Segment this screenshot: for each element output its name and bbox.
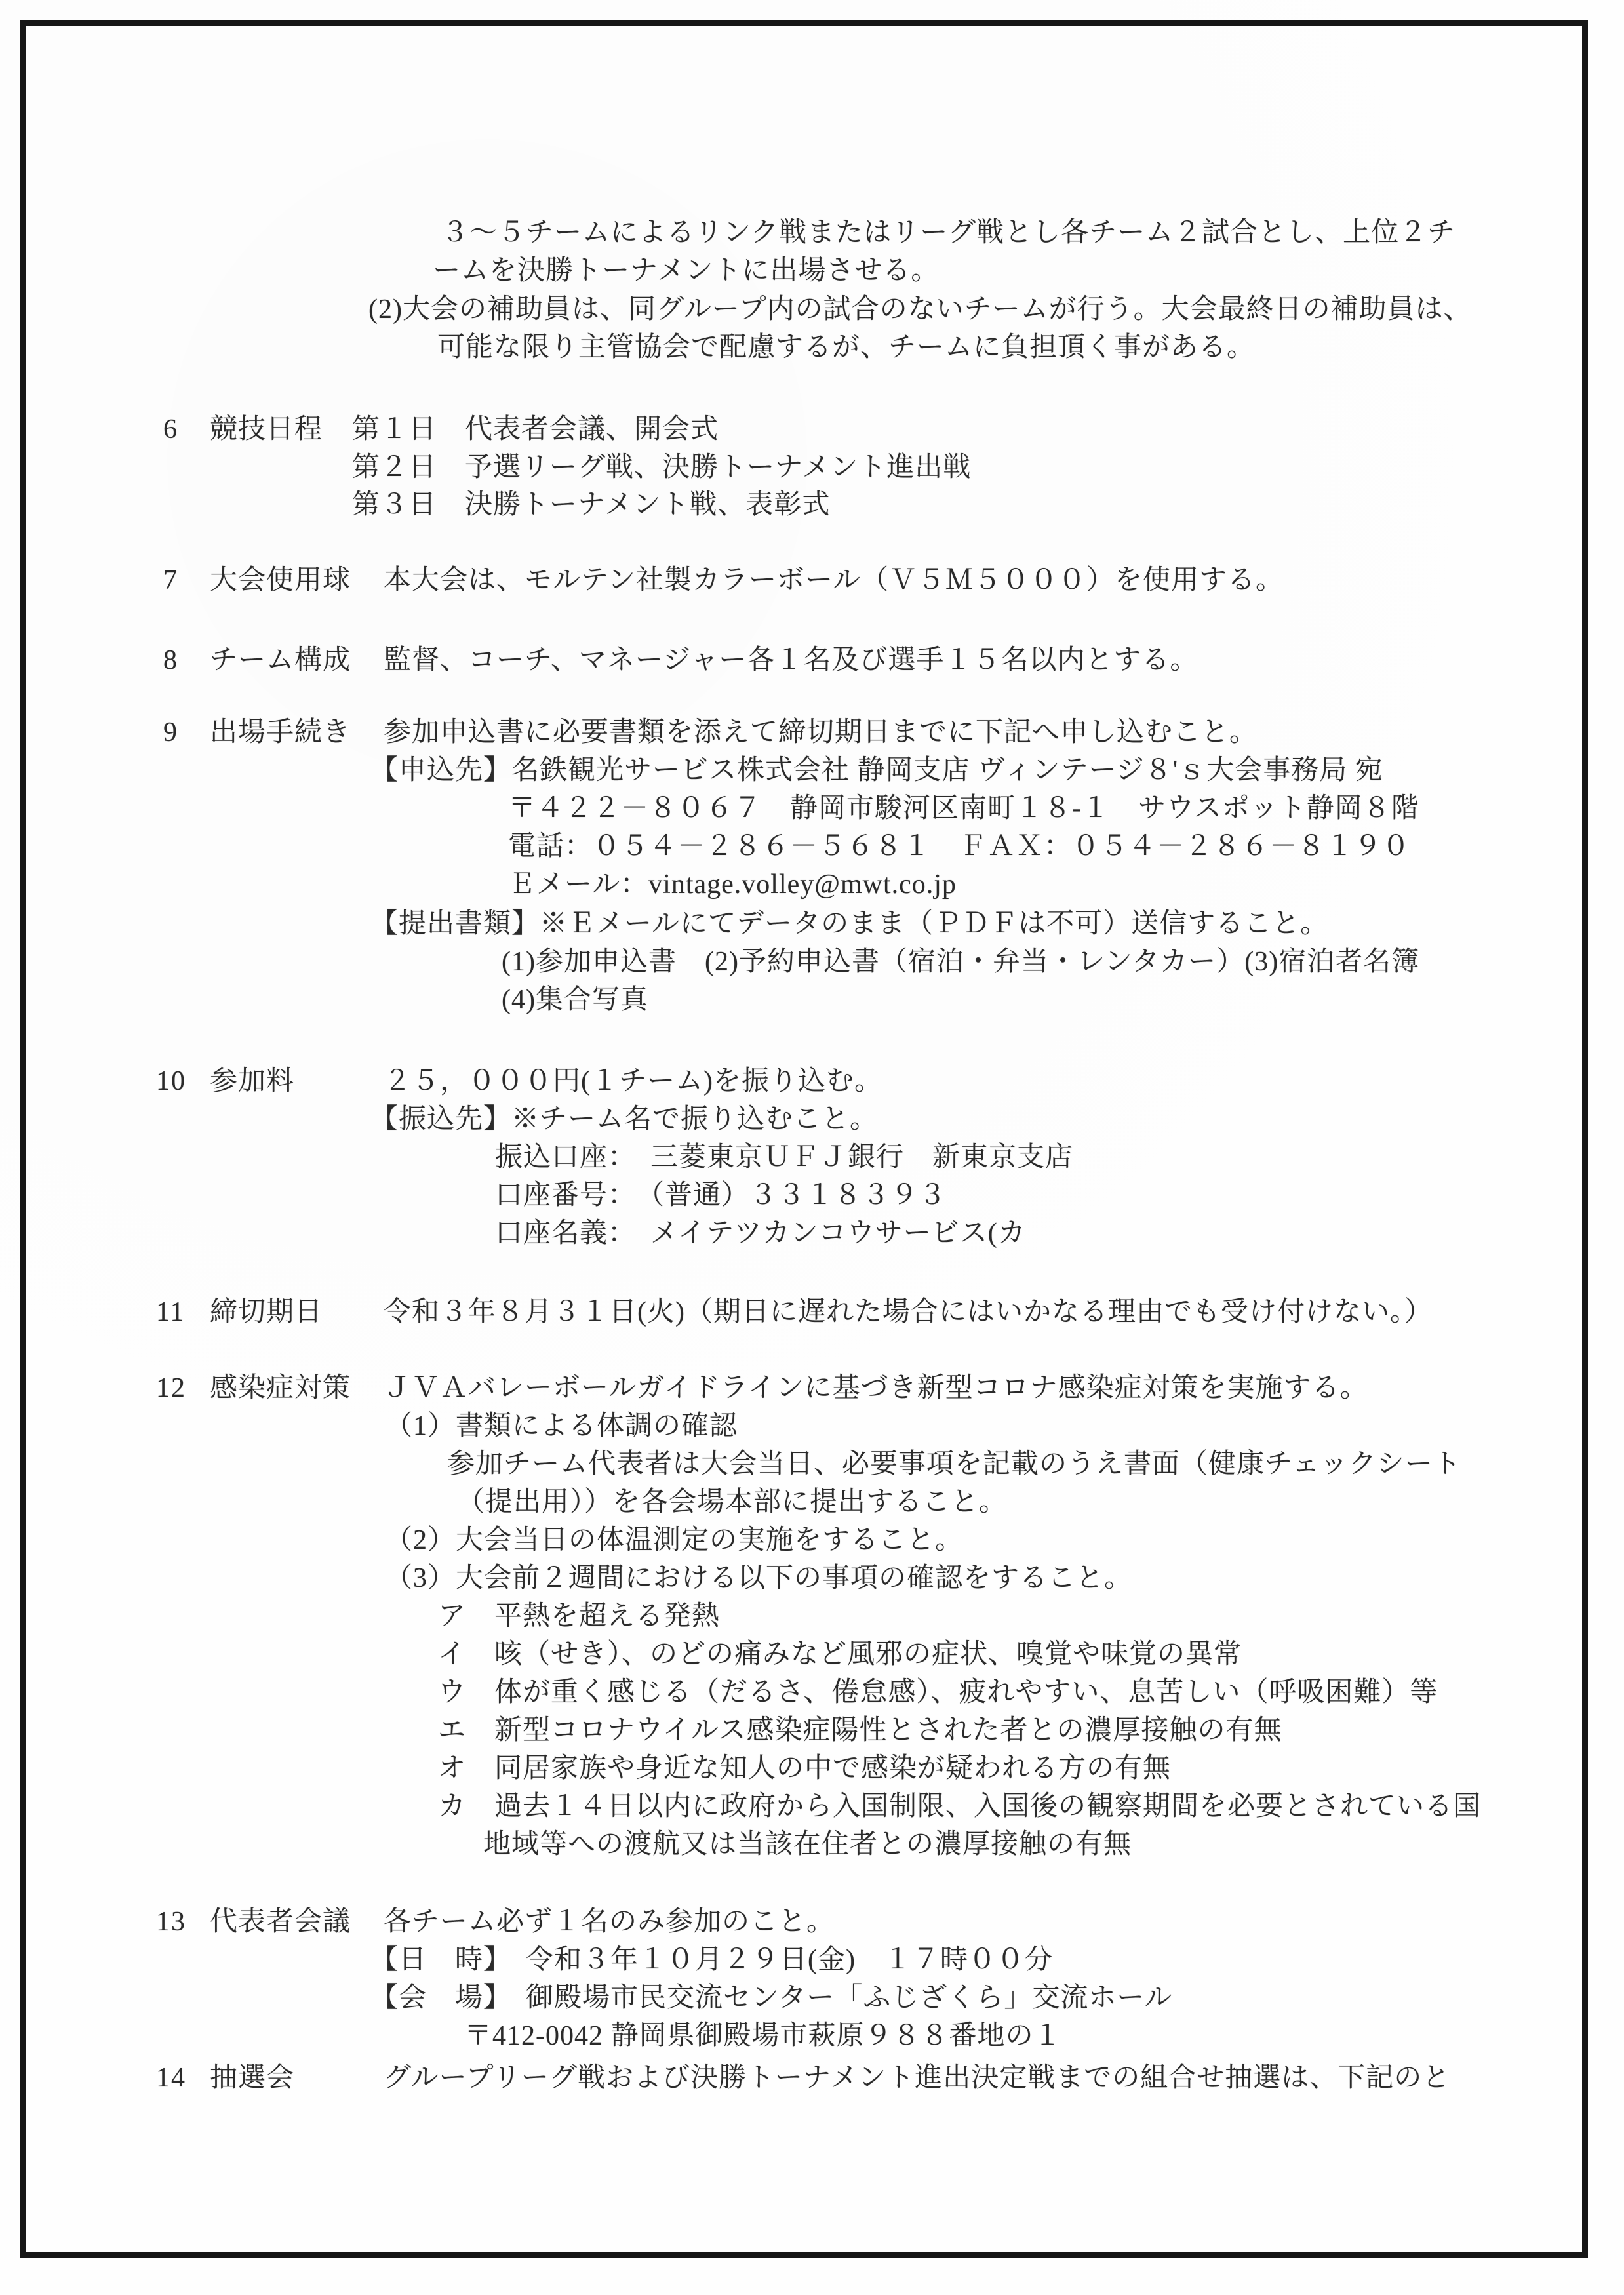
section-11-number: 11	[156, 1297, 186, 1327]
section-10-line: 振込口座： 三菱東京ＵＦＪ銀行 新東京支店	[495, 1142, 1074, 1172]
section-10-line: 口座番号： （普通）３３１８３９３	[495, 1180, 947, 1210]
section-9-line: 参加申込書に必要書類を添えて締切期日までに下記へ申し込むこと。	[384, 717, 1258, 748]
section-8-line: 監督、コーチ、マネージャー各１名及び選手１５名以内とする。	[384, 645, 1198, 675]
section-10-line: 口座名義： メイテツカンコウサービス(カ	[495, 1218, 1026, 1248]
section-11-label: 締切期日	[210, 1297, 323, 1327]
section-9-label: 出場手続き	[210, 717, 351, 748]
section-8-label: チーム構成	[210, 645, 351, 675]
section-10-line: 【振込先】※チーム名で振り込むこと。	[370, 1104, 879, 1134]
section-9-line: (4)集合写真	[502, 985, 648, 1015]
section-13-label: 代表者会議	[210, 1907, 351, 1937]
section-13-line: 【日 時】 令和３年１０月２９日(金) １７時００分	[370, 1945, 1053, 1975]
section-12-line: イ 咳（せき）、のどの痛みなど風邪の症状、嗅覚や味覚の異常	[438, 1639, 1242, 1669]
intro-line: ３～５チームによるリンク戦またはリーグ戦とし各チーム２試合とし、上位２チ	[441, 218, 1456, 248]
section-7-label: 大会使用球	[210, 565, 351, 595]
section-12-label: 感染症対策	[210, 1373, 351, 1403]
section-12-line: 参加チーム代表者は大会当日、必要事項を記載のうえ書面（健康チェックシート	[447, 1449, 1461, 1479]
section-10-number: 10	[156, 1066, 186, 1096]
section-9-line: 【申込先】名鉄観光サービス株式会社 静岡支店 ヴィンテージ８'ｓ大会事務局 宛	[370, 755, 1383, 786]
section-13-line: 【会 場】 御殿場市民交流センター「ふじざくら」交流ホール	[370, 1983, 1173, 2013]
section-12-number: 12	[156, 1373, 186, 1403]
section-8-number: 8	[163, 645, 178, 675]
section-12-line: オ 同居家族や身近な知人の中で感染が疑われる方の有無	[438, 1753, 1172, 1784]
section-9-number: 9	[163, 717, 178, 748]
section-9-line: 〒４２２－８０６７ 静岡市駿河区南町１８-１ サウスポット静岡８階	[508, 793, 1419, 824]
section-9-line: 【提出書類】※Ｅメールにてデータのまま（ＰＤＦは不可）送信すること。	[370, 909, 1329, 939]
section-9-line: (1)参加申込書 (2)予約申込書（宿泊・弁当・レンタカー）(3)宿泊者名簿	[502, 947, 1420, 977]
section-9-line: Ｅメール：vintage.volley@mwt.co.jp	[508, 869, 957, 900]
section-13-number: 13	[156, 1907, 186, 1937]
section-12-line: ア 平熱を超える発熱	[438, 1601, 721, 1631]
section-6-line: 第３日 決勝トーナメント戦、表彰式	[352, 490, 831, 520]
section-6-line: 第１日 代表者会議、開会式	[352, 414, 719, 445]
section-12-line: （1）書類による体調の確認	[385, 1411, 738, 1441]
section-13-line: 〒412-0042 静岡県御殿場市萩原９８８番地の１	[464, 2021, 1062, 2051]
section-12-line: 地域等への渡航又は当該在住者との濃厚接触の有無	[483, 1829, 1132, 1860]
section-12-line: エ 新型コロナウイルス感染症陽性とされた者との濃厚接触の有無	[438, 1715, 1282, 1746]
section-12-line: （2）大会当日の体温測定の実施をすること。	[385, 1525, 964, 1555]
section-10-label: 参加料	[210, 1066, 295, 1096]
section-6-line: 第２日 予選リーグ戦、決勝トーナメント進出戦	[352, 452, 972, 483]
section-12-line: ＪＶＡバレーボールガイドラインに基づき新型コロナ感染症対策を実施する。	[384, 1373, 1368, 1403]
section-14-label: 抽選会	[210, 2063, 295, 2093]
intro-line: 可能な限り主管協会で配慮するが、チームに負担頂く事がある。	[437, 332, 1256, 363]
section-7-line: 本大会は、モルテン社製カラーボール（Ｖ５Ｍ５０００）を使用する。	[384, 565, 1284, 595]
section-13-line: 各チーム必ず１名のみ参加のこと。	[384, 1907, 835, 1937]
section-10-line: ２５，０００円(１チーム)を振り込む。	[384, 1066, 882, 1096]
section-6-number: 6	[163, 414, 178, 445]
section-14-number: 14	[156, 2063, 186, 2093]
intro-line: (2)大会の補助員は、同グループ内の試合のないチームが行う。大会最終日の補助員は、	[368, 294, 1472, 325]
section-12-line: （提出用））を各会場本部に提出すること。	[457, 1487, 1008, 1517]
intro-line: ームを決勝トーナメントに出場させる。	[433, 256, 940, 286]
section-12-line: （3）大会前２週間における以下の事項の確認をすること。	[385, 1563, 1133, 1593]
section-12-line: ウ 体が重く感じる（だるさ、倦怠感）、疲れやすい、息苦しい（呼吸困難）等	[438, 1677, 1438, 1707]
section-6-label: 競技日程	[210, 414, 323, 445]
section-9-line: 電話：０５４－２８６－５６８１ ＦＡＸ：０５４－２８６－８１９０	[508, 831, 1411, 862]
section-7-number: 7	[163, 565, 178, 595]
section-14-line: グループリーグ戦および決勝トーナメント進出決定戦までの組合せ抽選は、下記のと	[384, 2063, 1451, 2093]
section-11-line: 令和３年８月３１日(火)（期日に遅れた場合にはいかなる理由でも受け付けない。）	[384, 1297, 1433, 1327]
section-12-line: カ 過去１４日以内に政府から入国制限、入国後の観察期間を必要とされている国	[438, 1791, 1482, 1822]
